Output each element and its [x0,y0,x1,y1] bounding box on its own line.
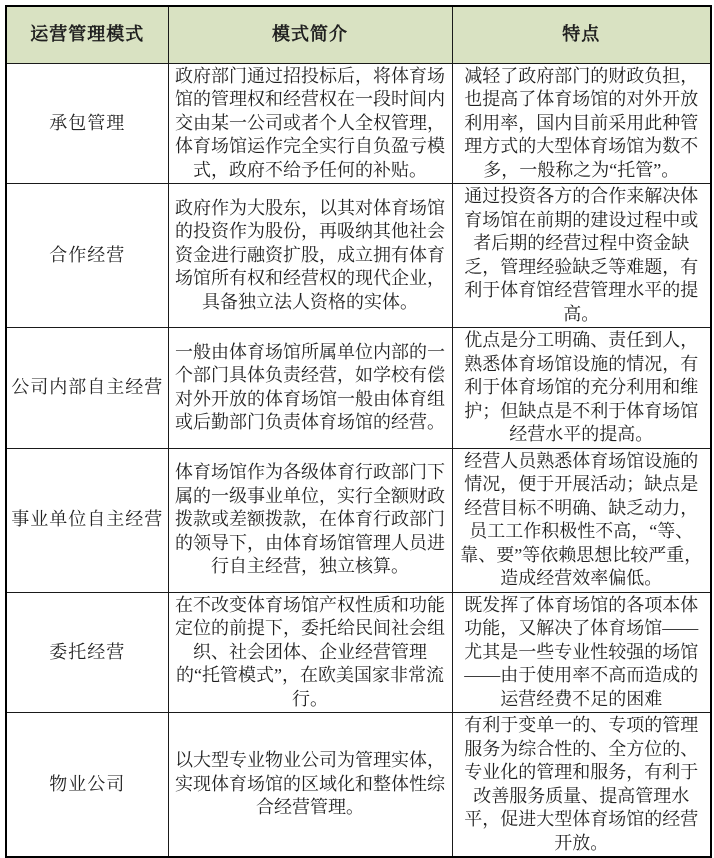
column-header-model: 运营管理模式 [6,6,168,63]
table-row [6,448,711,592]
model-cell: 物业公司 [6,713,168,858]
features-cell: 有利于变单一的、专项的管理服务为综合性的、全方位的、专业化的管理和服务，有利于改善服务质量、提高管理水平，促进大型体育场馆的经营开放。 [452,713,711,858]
management-models-table [5,5,712,858]
table-row [6,63,711,184]
intro-cell: 体育场馆作为各级体育行政部门下属的一级事业单位，实行全额财政拨款或差额拨款，在体育行政部门的领导下，由体育场馆管理人员进行自主经营，独立核算。 [168,448,452,592]
table-row [6,328,711,449]
intro-cell: 在不改变体育场馆产权性质和功能定位的前提下，委托给民间社会组织、社会团体、企业经营管理的“托管模式”，在欧美国家非常流行。 [168,592,452,713]
model-cell: 事业单位自主经营 [6,448,168,592]
table-row [6,713,711,858]
column-header-intro: 模式简介 [168,6,452,63]
table-row [6,592,711,713]
features-cell: 经营人员熟悉体育场馆设施的情况，便于开展活动；缺点是经营目标不明确、缺乏动力，员工工作积极性不高，“等、靠、要”等依赖思想比较严重，造成经营效率偏低。 [452,448,711,592]
intro-cell: 以大型专业物业公司为管理实体，实现体育场馆的区域化和整体性综合经营管理。 [168,713,452,858]
header-row [6,6,711,63]
intro-cell: 一般由体育场馆所属单位内部的一个部门具体负责经营，如学校有偿对外开放的体育场馆一般由体育组或后勤部门负责体育场馆的经营。 [168,328,452,449]
model-cell: 承包管理 [6,63,168,184]
intro-cell: 政府部门通过招投标后，将体育场馆的管理权和经营权在一段时间内交由某一公司或者个人全权管理，体育场馆运作完全实行自负盈亏模式，政府不给予任何的补贴。 [168,63,452,184]
features-cell: 减轻了政府部门的财政负担，也提高了体育场馆的对外开放利用率，国内目前采用此种管理方式的大型体育场馆为数不多，一般称之为“托管”。 [452,63,711,184]
features-cell: 既发挥了体育场馆的各项本体功能，又解决了体育场馆——尤其是一些专业性较强的场馆——由于使用率不高而造成的运营经费不足的困难 [452,592,711,713]
features-cell: 通过投资各方的合作来解决体育场馆在前期的建设过程中或者后期的经营过程中资金缺乏，管理经验缺乏等难题，有利于体育馆经营管理水平的提高。 [452,184,711,328]
model-cell: 合作经营 [6,184,168,328]
features-cell: 优点是分工明确、责任到人，熟悉体育场馆设施的情况，有利于体育场馆的充分利用和维护；但缺点是不利于体育场馆经营水平的提高。 [452,328,711,449]
model-cell: 公司内部自主经营 [6,328,168,449]
column-header-features: 特点 [452,6,711,63]
intro-cell: 政府作为大股东，以其对体育场馆的投资作为股份，再吸纳其他社会资金进行融资扩股，成立拥有体育场馆所有权和经营权的现代企业，具备独立法人资格的实体。 [168,184,452,328]
table-row [6,184,711,328]
model-cell: 委托经营 [6,592,168,713]
